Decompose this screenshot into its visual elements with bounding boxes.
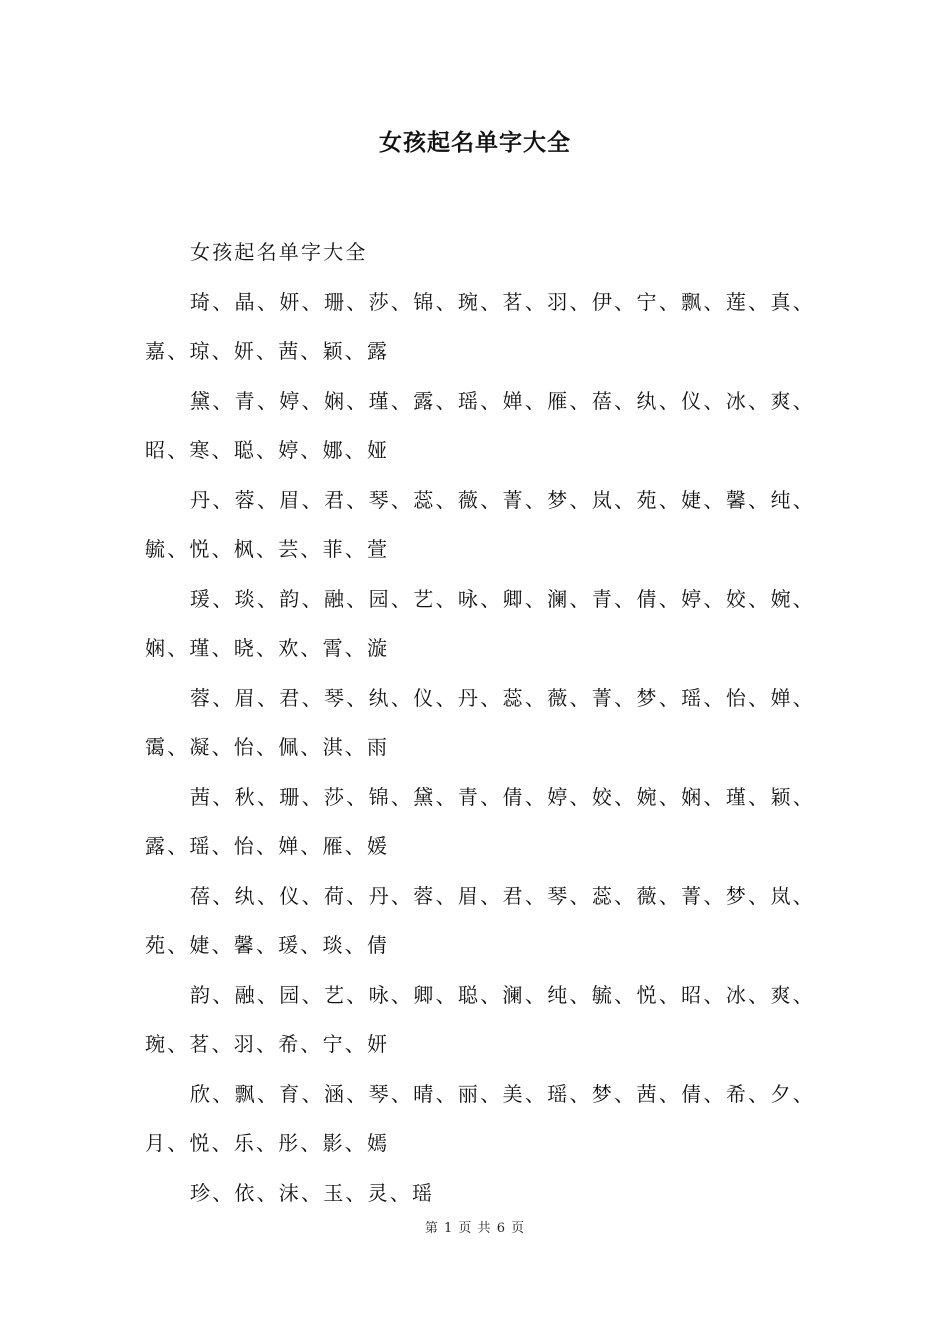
page-number-footer: 第 1 页 共 6 页 xyxy=(424,1221,526,1236)
name-list-paragraph: 韵、融、园、艺、咏、卿、聪、澜、纯、毓、悦、昭、冰、爽、琬、茗、羽、希、宁、妍 xyxy=(145,982,815,1056)
name-list-paragraph: 丹、蓉、眉、君、琴、蕊、薇、菁、梦、岚、苑、婕、馨、纯、毓、悦、枫、芸、菲、萱 xyxy=(145,487,815,561)
name-list-paragraph: 黛、青、婷、娴、瑾、露、瑶、婵、雁、蓓、纨、仪、冰、爽、昭、寒、聪、婷、娜、娅 xyxy=(145,388,815,462)
name-list-paragraph: 欣、飘、育、涵、琴、晴、丽、美、瑶、梦、茜、倩、希、夕、月、悦、乐、彤、影、嫣 xyxy=(145,1081,815,1155)
document-title: 女孩起名单字大全 xyxy=(379,129,571,156)
name-list-paragraph: 珍、依、沫、玉、灵、瑶 xyxy=(190,1180,435,1205)
name-list-paragraph: 琦、晶、妍、珊、莎、锦、琬、茗、羽、伊、宁、飘、莲、真、嘉、琼、妍、茜、颖、露 xyxy=(145,289,815,363)
paragraph-heading: 女孩起名单字大全 xyxy=(190,240,368,264)
name-list-paragraph: 蓉、眉、君、琴、纨、仪、丹、蕊、薇、菁、梦、瑶、怡、婵、霭、凝、怡、佩、淇、雨 xyxy=(145,685,815,759)
name-list-paragraph: 蓓、纨、仪、荷、丹、蓉、眉、君、琴、蕊、薇、菁、梦、岚、苑、婕、馨、瑗、琰、倩 xyxy=(145,883,815,957)
document-body xyxy=(145,228,815,1218)
name-list-paragraph: 茜、秋、珊、莎、锦、黛、青、倩、婷、姣、婉、娴、瑾、颖、露、瑶、怡、婵、雁、媛 xyxy=(145,784,815,858)
name-list-paragraph: 瑗、琰、韵、融、园、艺、咏、卿、澜、青、倩、婷、姣、婉、娴、瑾、晓、欢、霄、漩 xyxy=(145,586,815,660)
